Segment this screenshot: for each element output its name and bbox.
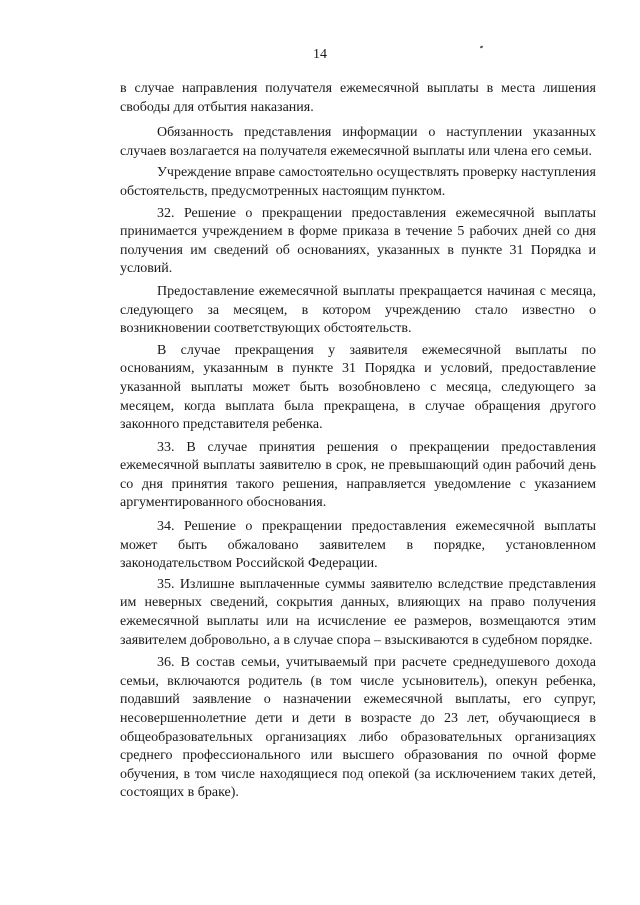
paragraph: Предоставление ежемесячной выплаты прекращается начиная с месяца, следующего за месяцем, в котором учреждению стало известно о возникновении соответствующих обстоятельств. <box>120 283 596 337</box>
paragraph: 33. В случае принятия решения о прекращении предоставления ежемесячной выплаты заявителю в срок, не превышающий один рабочий день со дня принятия такого решения, направляется уведомление с указанием аргументированного обоснования. <box>120 439 596 511</box>
paragraph: В случае прекращения у заявителя ежемесячной выплаты по основаниям, указанным в пункте 31 Порядка и условий, предоставление указанной выплаты может быть возобновлено с месяца, следующего за месяцем, когда выплата была прекращена, в случае обращения другого законного представителя ребенка. <box>120 342 596 433</box>
document-body <box>120 80 596 803</box>
paragraph: в случае направления получателя ежемесячной выплаты в места лишения свободы для отбытия наказания. <box>120 81 596 115</box>
paragraph: Учреждение вправе самостоятельно осуществлять проверку наступления обстоятельств, предусмотренных настоящим пунктом. <box>120 165 596 199</box>
paragraph: 35. Излишне выплаченные суммы заявителю вследствие представления им неверных сведений, сокрытия данных, влияющих на право получения ежемесячной выплаты или на исчисление ее размеров, возмещаются этим заявителем добровольно, а в случае спора – взыскиваются в судебном порядке. <box>120 576 596 648</box>
paragraph: 34. Решение о прекращении предоставления ежемесячной выплаты может быть обжаловано заявителем в порядке, установленном законодательством Российской Федерации. <box>120 519 596 572</box>
paragraph: Обязанность представления информации о наступлении указанных случаев возлагается на получателя ежемесячной выплаты или члена его семьи. <box>120 125 596 159</box>
paragraph: 32. Решение о прекращении предоставления ежемесячной выплаты принимается учреждением в форме приказа в течение 5 рабочих дней со дня получения им сведений об основаниях, указанных в пункте 31 Порядка и условий. <box>120 205 596 277</box>
page-number: 14 <box>313 47 327 62</box>
paragraph: 36. В состав семьи, учитываемый при расчете среднедушевого дохода семьи, включаются родитель (в том числе усыновитель), опекун ребенка, подавший заявление о назначении ежемесячной выплаты, его супруг, несовершеннолетние дети и дети в возрасте до 23 лет, обучающиеся в общеобразовательных организациях либо образовательных организациях среднего профессионального или высшего образования по очной форме обучения, в том числе находящиеся под опекой (за исключением таких детей, состоящих в браке). <box>120 655 596 801</box>
